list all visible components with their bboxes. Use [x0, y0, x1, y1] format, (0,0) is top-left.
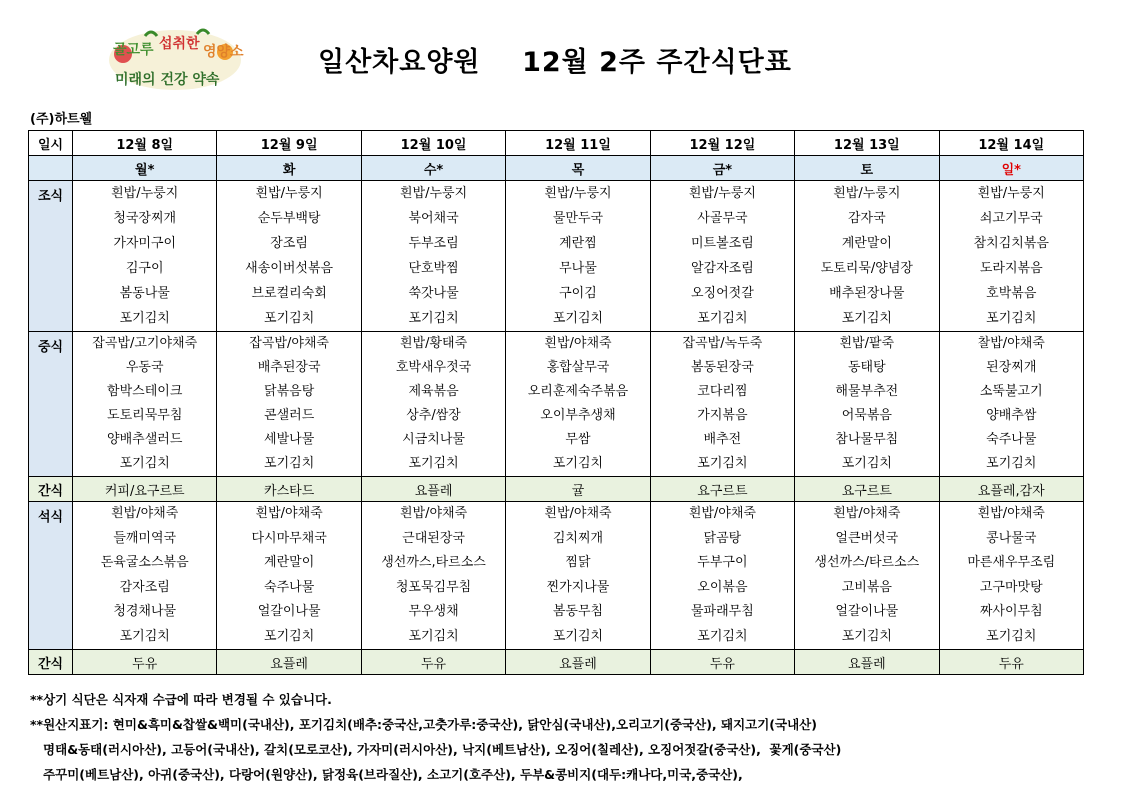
menu-item: 포기김치	[264, 311, 315, 326]
menu-item: 청경채나물	[113, 604, 177, 619]
menu-item: 홍합살무국	[546, 360, 610, 375]
breakfast-row	[29, 181, 1084, 332]
menu-item: 제육볶음	[408, 384, 459, 399]
menu-item: 계란찜	[559, 236, 597, 251]
menu-item: 흰밥/누룽지	[977, 186, 1045, 201]
menu-item: 포기김치	[552, 311, 604, 326]
menu-item: 흰밥/야채죽	[399, 506, 468, 521]
menu-item: 잡곡밥/야채죽	[249, 336, 329, 351]
notes-line: **상기 식단은 식자재 수급에 따라 변경될 수 있습니다.	[30, 692, 332, 707]
menu-cell	[939, 502, 1083, 650]
snack-cell: 카스타드	[217, 477, 361, 502]
menu-cell	[73, 181, 217, 332]
menu-item: 감자국	[847, 211, 886, 226]
menu-item: 봄동무침	[552, 604, 604, 619]
menu-item: 된장찌개	[986, 360, 1037, 375]
meal-label: 간식	[29, 477, 73, 502]
snack-row	[29, 650, 1084, 675]
menu-item: 잡곡밥/녹두죽	[682, 336, 763, 351]
menu-item: 포기김치	[264, 456, 315, 471]
weekly-menu-table	[28, 130, 1084, 675]
snack-cell: 요플레	[795, 650, 939, 675]
menu-item: 동태탕	[847, 360, 886, 375]
menu-cell	[217, 502, 361, 650]
menu-cell	[73, 502, 217, 650]
menu-item: 물파래무침	[691, 604, 754, 619]
menu-cell	[506, 502, 650, 650]
menu-item: 고구마맛탕	[979, 579, 1043, 595]
menu-item: 숙주나물	[986, 432, 1037, 447]
menu-item: 흰밥/누룽지	[111, 186, 179, 201]
meal-label: 석식	[29, 502, 73, 650]
menu-item: 무우생채	[408, 604, 459, 619]
menu-item: 숙주나물	[264, 579, 315, 595]
menu-item: 포기김치	[408, 456, 459, 471]
menu-item: 흰밥/누룽지	[833, 186, 901, 201]
menu-item: 포기김치	[986, 311, 1037, 326]
menu-item: 흰밥/야채죽	[544, 336, 612, 351]
menu-cell	[361, 181, 505, 332]
weekday-cell: 토	[795, 156, 939, 181]
menu-item: 시금치나물	[402, 432, 465, 447]
date-cell: 12월 8일	[73, 131, 217, 156]
menu-item: 다시마무채국	[251, 530, 327, 546]
weekday-row	[29, 156, 1084, 181]
menu-item: 흰밥/누룽지	[688, 186, 756, 201]
snack-cell: 귤	[506, 477, 650, 502]
menu-item: 무나물	[559, 261, 597, 276]
menu-item: 도토리묵/양념장	[820, 261, 913, 276]
company-name: (주)하트웰	[30, 112, 93, 127]
menu-item: 도토리묵무침	[107, 408, 183, 423]
menu-item: 계란말이	[264, 555, 315, 570]
menu-item: 포기김치	[408, 628, 459, 644]
logo	[105, 24, 245, 94]
menu-item: 어묵볶음	[841, 408, 892, 423]
menu-item: 감자조림	[119, 579, 170, 595]
lunch-row	[29, 332, 1084, 477]
menu-item: 흰밥/야채죽	[544, 506, 612, 521]
notes	[30, 687, 841, 787]
menu-item: 포기김치	[119, 456, 170, 471]
menu-item: 배추된장국	[257, 360, 321, 375]
menu-item: 마른새우무조림	[967, 555, 1056, 570]
menu-item: 닭볶음탕	[264, 384, 315, 399]
menu-item: 브로컬리숙회	[251, 286, 327, 301]
menu-item: 참나물무침	[835, 432, 899, 447]
menu-item: 함박스테이크	[107, 384, 183, 399]
menu-item: 들깨미역국	[113, 530, 177, 546]
menu-item: 배추전	[703, 432, 742, 447]
menu-item: 두부조림	[408, 236, 459, 251]
menu-item: 포기김치	[697, 628, 748, 644]
page-title: 일산차요양원 12월 2주 주간식단표	[318, 47, 792, 78]
menu-item: 장조림	[270, 236, 308, 251]
snack-cell: 커피/요구르트	[73, 477, 217, 502]
menu-item: 포기김치	[552, 628, 604, 644]
svg-text:섭취한: 섭취한	[159, 36, 200, 52]
menu-item: 구이김	[559, 286, 597, 301]
menu-item: 가자미구이	[113, 236, 177, 251]
menu-item: 양배추쌈	[986, 408, 1037, 423]
menu-cell	[73, 332, 217, 477]
menu-item: 청포묵김무침	[395, 579, 472, 595]
header-label: 일시	[29, 131, 73, 156]
weekday-cell: 목	[506, 156, 650, 181]
date-cell: 12월 10일	[361, 131, 505, 156]
weekday-cell: 수*	[361, 156, 505, 181]
menu-item: 돈육굴소스볶음	[100, 555, 189, 570]
svg-text:골고루: 골고루	[113, 42, 154, 58]
date-cell: 12월 9일	[217, 131, 361, 156]
snack-cell: 두유	[361, 650, 505, 675]
menu-item: 포기김치	[841, 456, 892, 471]
menu-item: 도라지볶음	[979, 261, 1043, 276]
menu-item: 오이볶음	[697, 579, 748, 595]
date-cell: 12월 14일	[939, 131, 1083, 156]
snack-cell: 두유	[939, 650, 1083, 675]
meal-label: 간식	[29, 650, 73, 675]
notes-line: 명태&동태(러시아산), 고등어(국내산), 갈치(모로코산), 가자미(러시아산), 낙지(베트남산), 오징어(칠레산), 오징어젓갈(중국산), 꽃게(중국산)	[30, 742, 842, 757]
menu-cell	[650, 502, 794, 650]
menu-item: 포기김치	[986, 628, 1037, 644]
meal-label: 중식	[29, 332, 73, 477]
menu-cell	[506, 181, 650, 332]
menu-item: 배추된장나물	[829, 286, 905, 301]
menu-cell	[361, 502, 505, 650]
menu-item: 오이부추생채	[540, 408, 616, 423]
menu-item: 호박볶음	[986, 286, 1037, 301]
menu-item: 김구이	[125, 261, 164, 276]
menu-item: 짜사이무침	[979, 604, 1043, 619]
weekday-cell: 월*	[73, 156, 217, 181]
menu-cell	[795, 181, 939, 332]
snack-cell: 요플레	[506, 650, 650, 675]
menu-item: 흰밥/누룽지	[544, 186, 612, 201]
menu-item: 우동국	[125, 360, 164, 375]
menu-cell	[217, 181, 361, 332]
menu-item: 미트볼조림	[691, 236, 754, 251]
menu-item: 세발나물	[264, 432, 315, 447]
menu-item: 북어채국	[408, 211, 459, 226]
menu-item: 사골무국	[697, 211, 748, 226]
menu-item: 포기김치	[841, 628, 892, 644]
menu-item: 해물부추전	[835, 384, 899, 399]
menu-item: 찜닭	[565, 555, 591, 570]
menu-item: 참치김치볶음	[973, 236, 1049, 251]
menu-item: 포기김치	[264, 628, 315, 644]
menu-item: 흰밥/야채죽	[688, 506, 756, 521]
menu-item: 흰밥/야채죽	[977, 506, 1045, 521]
menu-item: 닭곰탕	[703, 530, 742, 546]
date-cell: 12월 11일	[506, 131, 650, 156]
menu-item: 얼갈이나물	[835, 604, 899, 619]
menu-item: 쇠고기무국	[979, 211, 1043, 226]
menu-item: 찰밥/야채죽	[977, 336, 1045, 351]
menu-item: 흰밥/야채죽	[111, 506, 179, 521]
menu-item: 물만두국	[552, 211, 604, 226]
menu-item: 봄동나물	[119, 286, 170, 301]
menu-cell	[795, 332, 939, 477]
dinner-row	[29, 502, 1084, 650]
menu-item: 무쌈	[565, 432, 591, 447]
menu-item: 포기김치	[697, 456, 748, 471]
menu-item: 고비볶음	[841, 579, 892, 595]
menu-item: 흰밥/팥죽	[839, 336, 895, 351]
menu-item: 생선까스,타르소스	[381, 555, 486, 570]
menu-item: 흰밥/야채죽	[833, 506, 901, 521]
menu-item: 호박새우젓국	[395, 360, 472, 375]
menu-cell	[506, 332, 650, 477]
svg-text:영양소: 영양소	[203, 44, 244, 60]
menu-item: 포기김치	[408, 311, 459, 326]
menu-item: 포기김치	[841, 311, 892, 326]
menu-item: 봄동된장국	[691, 360, 754, 375]
menu-item: 양배추샐러드	[107, 432, 183, 447]
menu-item: 포기김치	[119, 311, 170, 326]
snack-cell: 요플레	[361, 477, 505, 502]
snack-row	[29, 477, 1084, 502]
weekday-cell: 금*	[650, 156, 794, 181]
menu-item: 단호박찜	[408, 261, 459, 276]
date-row	[29, 131, 1084, 156]
menu-cell	[795, 502, 939, 650]
menu-item: 근대된장국	[402, 530, 465, 546]
menu-item: 소뚝불고기	[979, 384, 1043, 399]
menu-item: 흰밥/황태죽	[399, 336, 468, 351]
menu-item: 포기김치	[119, 628, 170, 644]
menu-cell	[939, 332, 1083, 477]
menu-item: 코다리찜	[697, 384, 748, 399]
menu-item: 새송이버섯볶음	[245, 261, 334, 276]
meal-label: 조식	[29, 181, 73, 332]
menu-item: 오리훈제숙주볶음	[527, 384, 629, 399]
menu-item: 김치찌개	[552, 530, 604, 546]
snack-cell: 요플레,감자	[939, 477, 1083, 502]
menu-cell	[650, 332, 794, 477]
menu-item: 가지볶음	[697, 408, 748, 423]
snack-cell: 요플레	[217, 650, 361, 675]
menu-cell	[217, 332, 361, 477]
menu-cell	[650, 181, 794, 332]
weekday-cell-sunday: 일*	[939, 156, 1083, 181]
menu-item: 콘샐러드	[264, 408, 315, 423]
date-cell: 12월 13일	[795, 131, 939, 156]
date-cell: 12월 12일	[650, 131, 794, 156]
menu-item: 포기김치	[986, 456, 1037, 471]
menu-item: 두부구이	[697, 555, 748, 570]
menu-item: 쑥갓나물	[408, 286, 459, 301]
notes-line: **원산지표기: 현미&흑미&찹쌀&백미(국내산), 포기김치(배추:중국산,고춧가루:중국산), 닭안심(국내산),오리고기(중국산), 돼지고기(국내산)	[30, 717, 817, 732]
menu-item: 계란말이	[841, 236, 892, 251]
menu-cell	[939, 181, 1083, 332]
menu-item: 상추/쌈장	[406, 408, 461, 423]
snack-cell: 요구르트	[650, 477, 794, 502]
menu-item: 콩나물국	[986, 530, 1037, 546]
svg-text:미래의 건강 약속: 미래의 건강 약속	[115, 72, 220, 88]
menu-item: 잡곡밥/고기야채죽	[92, 336, 198, 351]
menu-item: 찐가지나물	[546, 579, 610, 595]
menu-item: 순두부백탕	[257, 211, 321, 226]
menu-item: 흰밥/야채죽	[255, 506, 323, 521]
weekday-blank	[29, 156, 73, 181]
snack-cell: 요구르트	[795, 477, 939, 502]
logo-graphic	[105, 24, 245, 94]
snack-cell: 두유	[73, 650, 217, 675]
menu-item: 오징어젓갈	[691, 286, 754, 301]
menu-item: 생선까스/타르소스	[814, 555, 920, 570]
menu-item: 청국장찌개	[113, 211, 177, 226]
menu-item: 알감자조림	[691, 261, 754, 276]
snack-cell: 두유	[650, 650, 794, 675]
menu-item: 얼갈이나물	[257, 604, 321, 619]
notes-line: 주꾸미(베트남산), 아귀(중국산), 다랑어(원양산), 닭정육(브라질산), 소고기(호주산), 두부&콩비지(대두:캐나다,미국,중국산),	[30, 767, 743, 782]
menu-cell	[361, 332, 505, 477]
menu-item: 포기김치	[697, 311, 748, 326]
weekday-cell: 화	[217, 156, 361, 181]
menu-item: 얼큰버섯국	[835, 530, 899, 546]
menu-item: 흰밥/누룽지	[399, 186, 468, 201]
menu-item: 포기김치	[552, 456, 604, 471]
menu-item: 흰밥/누룽지	[255, 186, 323, 201]
